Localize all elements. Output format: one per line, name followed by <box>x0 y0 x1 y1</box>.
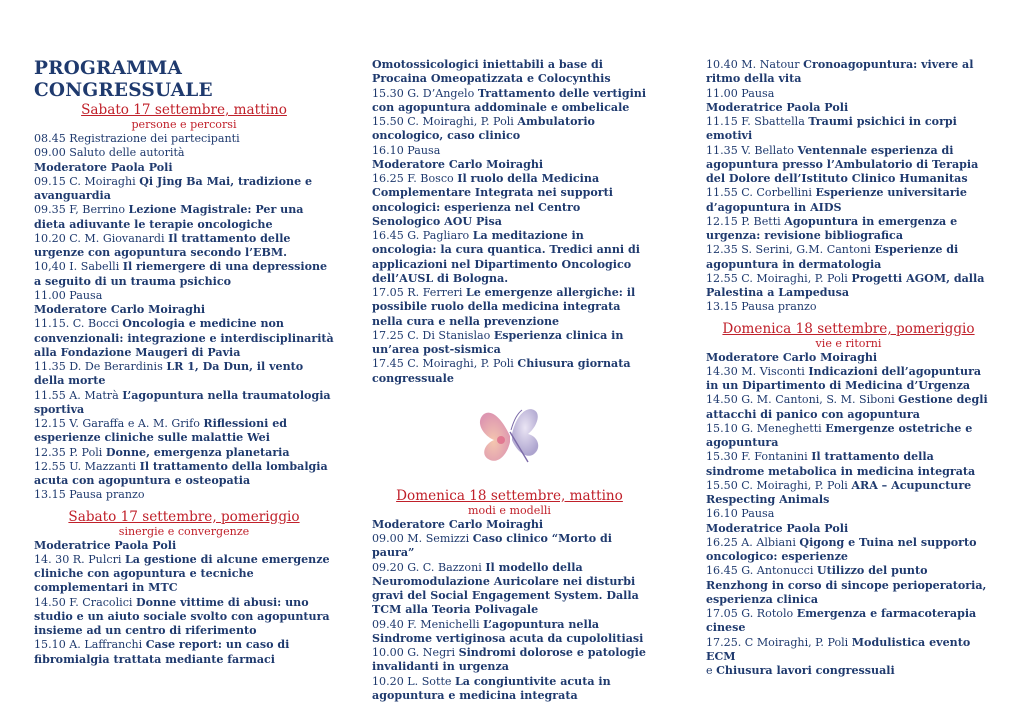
item-time-speaker: e <box>706 664 717 677</box>
item-time-speaker: 09.00 Saluto delle autorità <box>34 146 185 160</box>
moderator-line <box>372 518 647 532</box>
sun-morning-heading: Domenica 18 settembre, mattino <box>396 487 623 504</box>
item-time-speaker: 11.15. C. Bocci <box>34 317 123 331</box>
item-time-speaker: 10.00 G. Negri <box>372 646 459 659</box>
item-talk-title: L’agopuntura nella Sindrome vertiginosa acuta da cupololitiasi <box>372 617 644 645</box>
item-time-speaker: 15.30 G. D’Angelo <box>372 86 478 100</box>
sat-morning-subtitle: persone e percorsi <box>131 118 237 131</box>
item-talk-title: Esperienza clinica in un’area post-sismica <box>372 328 624 356</box>
item-talk-title: Il trattamento della lombalgia acuta con agopuntura e osteopatia <box>34 459 328 487</box>
item-time-speaker: 12.35 S. Serini, G.M. Cantoni <box>706 243 875 257</box>
item-talk-title: Il trattamento delle urgenze con agopuntura secondo l’EBM. <box>34 231 291 259</box>
item-time-speaker: 16.10 Pausa <box>372 143 441 157</box>
program-item <box>34 203 334 232</box>
program-item <box>372 115 647 144</box>
item-time-speaker: 12.55 C. Moiraghi, P. Poli <box>706 271 852 285</box>
program-item <box>372 675 647 704</box>
item-talk-title: Il ruolo della Medicina Complementare Integrata nei supporti oncologici: esperienza nel Centro Senologico AOU Pisa <box>372 172 613 228</box>
item-talk-title: Ambulatorio oncologico, caso clinico <box>372 115 595 143</box>
program-item <box>372 172 647 229</box>
item-talk-title: Chiusura giornata congressuale <box>372 357 631 385</box>
program-item <box>34 232 334 261</box>
item-time-speaker: 16.25 F. Bosco <box>372 172 458 185</box>
item-talk-title: Case report: un caso di fibromialgia trattata mediante farmaci <box>34 638 290 666</box>
sun-afternoon-heading: Domenica 18 settembre, pomeriggio <box>722 320 975 337</box>
item-talk-title: La congiuntivite acuta in agopuntura e medicina integrata <box>372 674 611 702</box>
item-time-speaker: 09.35 F, Berrino <box>34 203 129 217</box>
moderator-line <box>34 161 334 175</box>
program-item <box>706 422 991 451</box>
program-item <box>706 479 991 508</box>
item-time-speaker: 09.20 G. C. Bazzoni <box>372 560 486 574</box>
item-talk-title: Le emergenze allergiche: il possibile ruolo della medicina integrata nella cura e nella prevenzione <box>372 286 636 328</box>
program-item <box>34 289 334 303</box>
item-time-speaker: 16.10 Pausa <box>706 507 775 521</box>
item-talk-title: Emergenza e farmacoterapia cinese <box>706 607 977 635</box>
item-time-speaker: 13.15 Pausa pranzo <box>706 300 817 314</box>
item-talk-title: Moderatrice Paola Poli <box>34 538 177 552</box>
program-item <box>706 115 991 144</box>
item-talk-title: Lezione Magistrale: Per una dieta adiuvante le terapie oncologiche <box>34 203 304 231</box>
program-item <box>34 260 334 289</box>
item-talk-title: Oncologia e medicine non convenzionali: integrazione e interdisciplinarità alla Fondazione Maugeri di Pavia <box>34 317 334 359</box>
program-item <box>34 360 334 389</box>
item-talk-title: Traumi psichici in corpi emotivi <box>706 115 957 143</box>
program-item <box>706 215 991 244</box>
item-time-speaker: 11.55 A. Matrà <box>34 388 123 402</box>
program-item <box>706 365 991 394</box>
item-talk-title: Gestione degli attacchi di panico con agopuntura <box>706 393 988 421</box>
program-item <box>372 618 647 647</box>
page-title: PROGRAMMA CONGRESSUALE <box>34 58 213 101</box>
item-time-speaker: 14.30 M. Visconti <box>706 364 809 378</box>
item-time-speaker: 11.35 D. De Berardinis <box>34 360 167 373</box>
item-talk-title: Moderatore Carlo Moiraghi <box>706 350 878 364</box>
item-time-speaker: 11.35 V. Bellato <box>706 143 798 157</box>
item-talk-title: Il riemergere di una depressione a seguito di un trauma psichico <box>34 260 328 288</box>
program-item <box>706 58 991 87</box>
item-talk-title: Moderatrice Paola Poli <box>706 521 849 535</box>
item-talk-title: Chiusura lavori congressuali <box>716 664 895 677</box>
item-talk-title: Sindromi dolorose e patologie invalidanti in urgenza <box>372 646 646 674</box>
item-talk-title: Omotossicologici iniettabili a base di Procaina Omeopatizzata e Colocynthis <box>372 58 611 86</box>
moderator-line <box>706 522 991 536</box>
program-item <box>34 317 334 360</box>
program-item <box>706 300 991 314</box>
program-item <box>34 175 334 204</box>
sun-morning-subtitle: modi e modelli <box>468 503 551 517</box>
item-time-speaker: 14. 30 R. Pulcri <box>34 552 125 566</box>
item-talk-title: LR 1, Da Dun, il vento della morte <box>34 360 304 388</box>
col2-top-list <box>372 58 647 386</box>
item-talk-title: Moderatore Paola Poli <box>34 160 173 174</box>
item-talk-title: Esperienze universitarie d’agopuntura in AIDS <box>706 186 967 214</box>
program-item <box>34 596 334 639</box>
item-time-speaker: 09.15 C. Moiraghi <box>34 174 140 188</box>
program-item <box>34 132 334 146</box>
item-talk-title: Esperienze di agopuntura in dermatologia <box>706 243 959 271</box>
program-item <box>706 507 991 521</box>
item-talk-title: Trattamento delle vertigini con agopuntura addominale e ombelicale <box>372 86 647 114</box>
item-talk-title: L’agopuntura nella traumatologia sportiva <box>34 388 331 416</box>
moderator-line <box>372 158 647 172</box>
item-time-speaker: 10,40 I. Sabelli <box>34 260 123 274</box>
item-talk-title: Moderatore Carlo Moiraghi <box>34 303 206 316</box>
moderator-line <box>34 539 334 553</box>
program-item <box>706 564 991 607</box>
program-item <box>34 460 334 489</box>
item-talk-title: Modulistica evento ECM <box>706 635 971 663</box>
item-talk-title: Riflessioni ed esperienze cliniche sulle malattie Wei <box>34 417 288 445</box>
item-time-speaker: 15.50 C. Moiraghi, P. Poli <box>706 478 852 492</box>
item-time-speaker: 09.40 F. Menichelli <box>372 617 484 631</box>
program-item <box>706 636 991 665</box>
program-item <box>34 146 334 160</box>
item-time-speaker: 15.10 A. Laffranchi <box>34 638 146 652</box>
program-item <box>372 87 647 116</box>
item-talk-title: Progetti AGOM, dalla Palestina a Lampedusa <box>706 271 985 299</box>
sun-afternoon-subtitle: vie e ritorni <box>815 336 882 350</box>
program-item <box>34 389 334 418</box>
col3-top-list <box>706 58 991 315</box>
column-left <box>34 58 334 667</box>
program-item <box>372 144 647 158</box>
item-time-speaker: 12.55 U. Mazzanti <box>34 459 140 473</box>
item-time-speaker: 11.00 Pausa <box>34 288 103 302</box>
item-talk-title: Il trattamento della sindrome metabolica in medicina integrata <box>706 450 976 478</box>
item-talk-title: Cronoagopuntura: vivere al ritmo della vita <box>706 58 974 86</box>
item-time-speaker: 11.15 F. Sbattella <box>706 115 809 128</box>
item-talk-title: ARA – Acupuncture Respecting Animals <box>706 478 972 506</box>
item-talk-title: Agopuntura in emergenza e urgenza: revisione bibliografica <box>706 214 958 242</box>
butterfly-logo-icon <box>470 402 550 470</box>
program-item <box>372 646 647 675</box>
item-time-speaker: 10.40 M. Natour <box>706 58 804 71</box>
moderator-line <box>34 303 334 317</box>
item-time-speaker: 14.50 G. M. Cantoni, S. M. Siboni <box>706 393 899 407</box>
item-talk-title: Donne vittime di abusi: uno studio e un aiuto sociale svolto con agopuntura insieme ad un centro di riferimento <box>34 595 330 637</box>
program-item <box>706 144 991 187</box>
item-time-speaker: 16.45 G. Pagliaro <box>372 229 473 242</box>
sat-morning-list <box>34 132 334 503</box>
program-item <box>34 446 334 460</box>
item-talk-title: Utilizzo del punto Renzhong in corso di sincope perioperatoria, esperienza clinica <box>706 564 987 606</box>
column-center <box>372 58 647 703</box>
item-time-speaker: 08.45 Registrazione dei partecipanti <box>34 132 240 145</box>
item-time-speaker: 14.50 F. Cracolici <box>34 595 136 609</box>
item-time-speaker: 16.45 G. Antonucci <box>706 564 817 578</box>
program-item <box>34 638 334 667</box>
item-time-speaker: 09.00 M. Semizzi <box>372 532 473 545</box>
item-time-speaker: 17.25 C. Di Stanislao <box>372 328 494 342</box>
program-item <box>34 488 334 502</box>
item-talk-title: Qi Jing Ba Mai, tradizione e avanguardia <box>34 174 313 202</box>
sat-afternoon-subtitle: sinergie e convergenze <box>118 524 250 538</box>
program-item <box>706 393 991 422</box>
item-talk-title: Caso clinico “Morto di paura” <box>372 532 612 560</box>
item-time-speaker: 13.15 Pausa pranzo <box>34 488 145 502</box>
item-talk-title: Donne, emergenza planetaria <box>105 445 290 459</box>
program-item <box>372 58 647 87</box>
item-talk-title: Moderatore Carlo Moiraghi <box>372 157 544 171</box>
program-item <box>706 87 991 101</box>
item-time-speaker: 15.50 C. Moiraghi, P. Poli <box>372 115 518 128</box>
item-time-speaker: 17.25. C Moiraghi, P. Poli <box>706 635 852 649</box>
item-talk-title: Moderatore Carlo Moiraghi <box>372 517 544 531</box>
program-item <box>706 186 991 215</box>
item-time-speaker: 12.15 V. Garaffa e A. M. Grifo <box>34 417 204 430</box>
item-time-speaker: 11.55 C. Corbellini <box>706 186 816 200</box>
program-item <box>706 536 991 565</box>
sat-afternoon-list <box>34 539 334 667</box>
item-time-speaker: 17.05 R. Ferreri <box>372 286 466 299</box>
program-item <box>34 417 334 446</box>
item-time-speaker: 15.30 F. Fontanini <box>706 450 812 464</box>
item-time-speaker: 12.15 P. Betti <box>706 214 785 228</box>
item-time-speaker: 11.00 Pausa <box>706 86 775 100</box>
item-talk-title: Ventennale esperienza di agopuntura presso l’Ambulatorio di Terapia del Dolore dell’Istituto Clinico Humanitas <box>706 143 979 185</box>
item-time-speaker: 16.25 A. Albiani <box>706 535 800 549</box>
moderator-line <box>706 101 991 115</box>
program-item <box>706 450 991 479</box>
program-item <box>706 664 991 678</box>
item-time-speaker: 15.10 G. Meneghetti <box>706 421 826 435</box>
program-item <box>706 272 991 301</box>
item-talk-title: Il modello della Neuromodulazione Auricolare nei disturbi gravi del Social Engagement System. Dalla TCM alla Teoria Polivagale <box>372 560 639 617</box>
sat-morning-heading: Sabato 17 settembre, mattino <box>81 102 287 118</box>
program-item <box>706 243 991 272</box>
program-item <box>372 229 647 286</box>
program-item <box>372 532 647 561</box>
program-item <box>372 561 647 618</box>
item-talk-title: La gestione di alcune emergenze cliniche con agopuntura e tecniche complementari in MTC <box>34 552 330 595</box>
sun-afternoon-list <box>706 351 991 679</box>
item-time-speaker: 10.20 C. M. Giovanardi <box>34 231 169 245</box>
item-time-speaker: 12.35 P. Poli <box>34 445 106 459</box>
column-right <box>706 58 991 678</box>
sat-afternoon-heading: Sabato 17 settembre, pomeriggio <box>68 508 300 525</box>
item-talk-title: Emergenze ostetriche e agopuntura <box>706 421 973 449</box>
program-item <box>34 553 334 596</box>
item-talk-title: La meditazione in oncologia: la cura quantica. Tredici anni di applicazioni nel Dipartimento Oncologico dell’AUSL di Bologna. <box>372 229 640 285</box>
sun-morning-list <box>372 518 647 703</box>
program-item <box>372 357 647 386</box>
program-item <box>706 607 991 636</box>
item-talk-title: Qigong e Tuina nel supporto oncologico: esperienze <box>706 535 977 563</box>
item-time-speaker: 17.45 C. Moiraghi, P. Poli <box>372 357 518 371</box>
item-talk-title: Moderatrice Paola Poli <box>706 100 849 114</box>
moderator-line <box>706 351 991 365</box>
program-item <box>372 329 647 358</box>
item-time-speaker: 17.05 G. Rotolo <box>706 607 797 620</box>
item-talk-title: Indicazioni dell’agopuntura in un Dipartimento di Medicina d’Urgenza <box>706 364 982 392</box>
program-item <box>372 286 647 329</box>
item-time-speaker: 10.20 L. Sotte <box>372 674 455 688</box>
